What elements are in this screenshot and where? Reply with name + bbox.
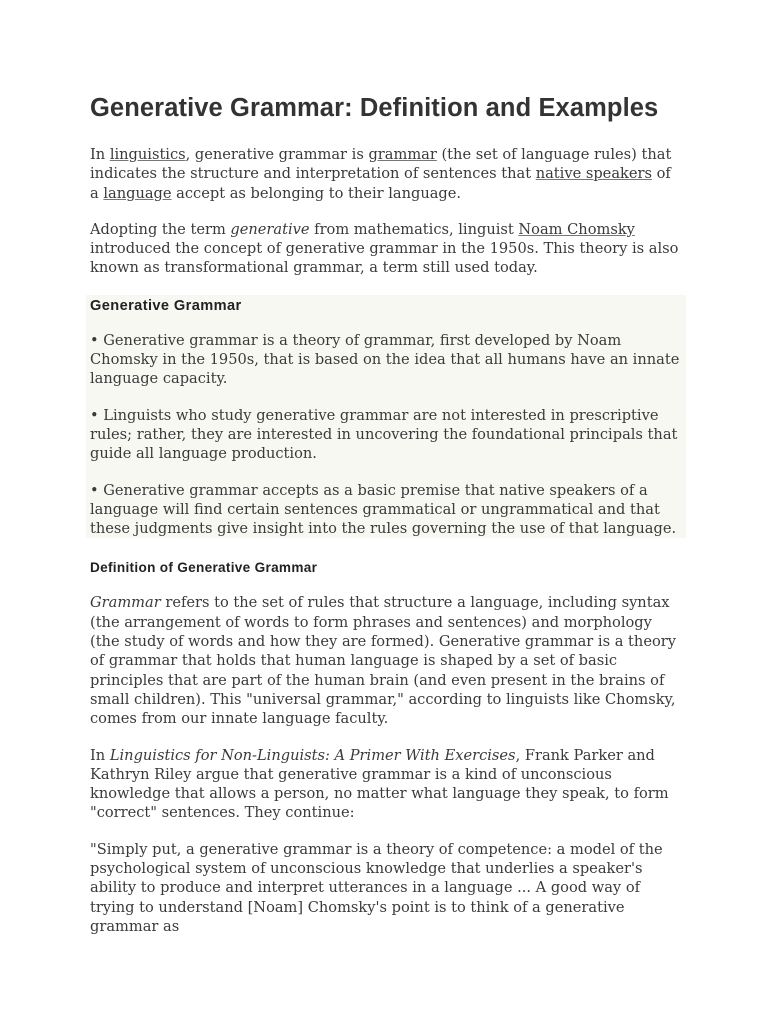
intro2-emphasis-generative: generative — [230, 220, 310, 238]
link-linguistics[interactable]: linguistics — [109, 146, 186, 163]
key-takeaways-heading: Generative Grammar — [90, 297, 242, 314]
definition-p2-text-2: , Frank Parker and Kathryn Riley argue that generative grammar is a kind of unconscious knowledge that allows a person, no matter what language they speak, to form "correct" sentences. They continue: — [90, 746, 669, 822]
key-takeaway-item: • Generative grammar is a theory of grammar, first developed by Noam Chomsky in the 1950s, that is based on the idea that all humans have an innate language capacity. — [90, 331, 680, 388]
intro1-text-4: of a — [90, 165, 671, 202]
section-heading-definition: Definition of Generative Grammar — [90, 560, 318, 576]
key-takeaways-box — [86, 295, 686, 539]
article — [90, 88, 682, 953]
intro2-text-2: from mathematics, linguist — [309, 220, 519, 238]
intro1-text-5: accept as belonging to their language. — [171, 184, 462, 202]
definition-paragraph-1 — [90, 593, 682, 728]
article-title: Generative Grammar: Definition and Examples — [90, 94, 659, 122]
intro1-text-2: , generative grammar is — [185, 146, 369, 163]
definition-p1-text: refers to the set of rules that structure a language, including syntax (the arrangement of words to form phrases and sentences) and morphology (the study of words and how they are formed). Generative grammar is a theory of grammar that holds that human language is shaped by a set of basic principles that are part of the human brain (and even present in the brains of small children). This "universal grammar," according to linguists like Chomsky, comes from our innate language faculty. — [90, 594, 676, 728]
definition-emphasis-grammar: Grammar — [90, 594, 161, 612]
intro2-text-1: Adopting the term — [90, 220, 231, 238]
intro2-text-3: introduced the concept of generative grammar in the 1950s. This theory is also known as transformational grammar, a term still used today. — [90, 240, 679, 277]
link-native-speakers[interactable]: native speakers — [535, 165, 652, 183]
intro-paragraph-1 — [90, 145, 682, 203]
link-noam-chomsky[interactable]: Noam Chomsky — [518, 220, 635, 238]
key-takeaway-item: • Generative grammar accepts as a basic premise that native speakers of a language will find certain sentences grammatical or ungrammatical and that these judgments give insight into the rules governing the use of that language. — [90, 481, 677, 538]
definition-quote: "Simply put, a generative grammar is a theory of competence: a model of the psychological system of unconscious knowledge that underlies a speaker's ability to produce and interpret utterances in a language ... A good way of trying to understand [Noam] Chomsky's point is to think of a generative grammar as — [90, 840, 663, 935]
link-language[interactable]: language — [103, 184, 172, 202]
intro-paragraph-2 — [90, 220, 682, 278]
key-takeaway-item: • Linguists who study generative grammar are not interested in prescriptive rules; rather, they are interested in uncovering the foundational principals that guide all language production. — [90, 406, 678, 463]
intro1-text-3: (the set of language rules) that indicates the structure and interpretation of sentences that — [90, 146, 672, 183]
intro1-text-1: In — [90, 146, 110, 163]
definition-p2-text-1: In — [90, 746, 110, 764]
definition-paragraph-2 — [90, 746, 682, 823]
book-title: Linguistics for Non-Linguists: A Primer With Exercises — [109, 746, 516, 764]
link-grammar[interactable]: grammar — [368, 146, 437, 163]
